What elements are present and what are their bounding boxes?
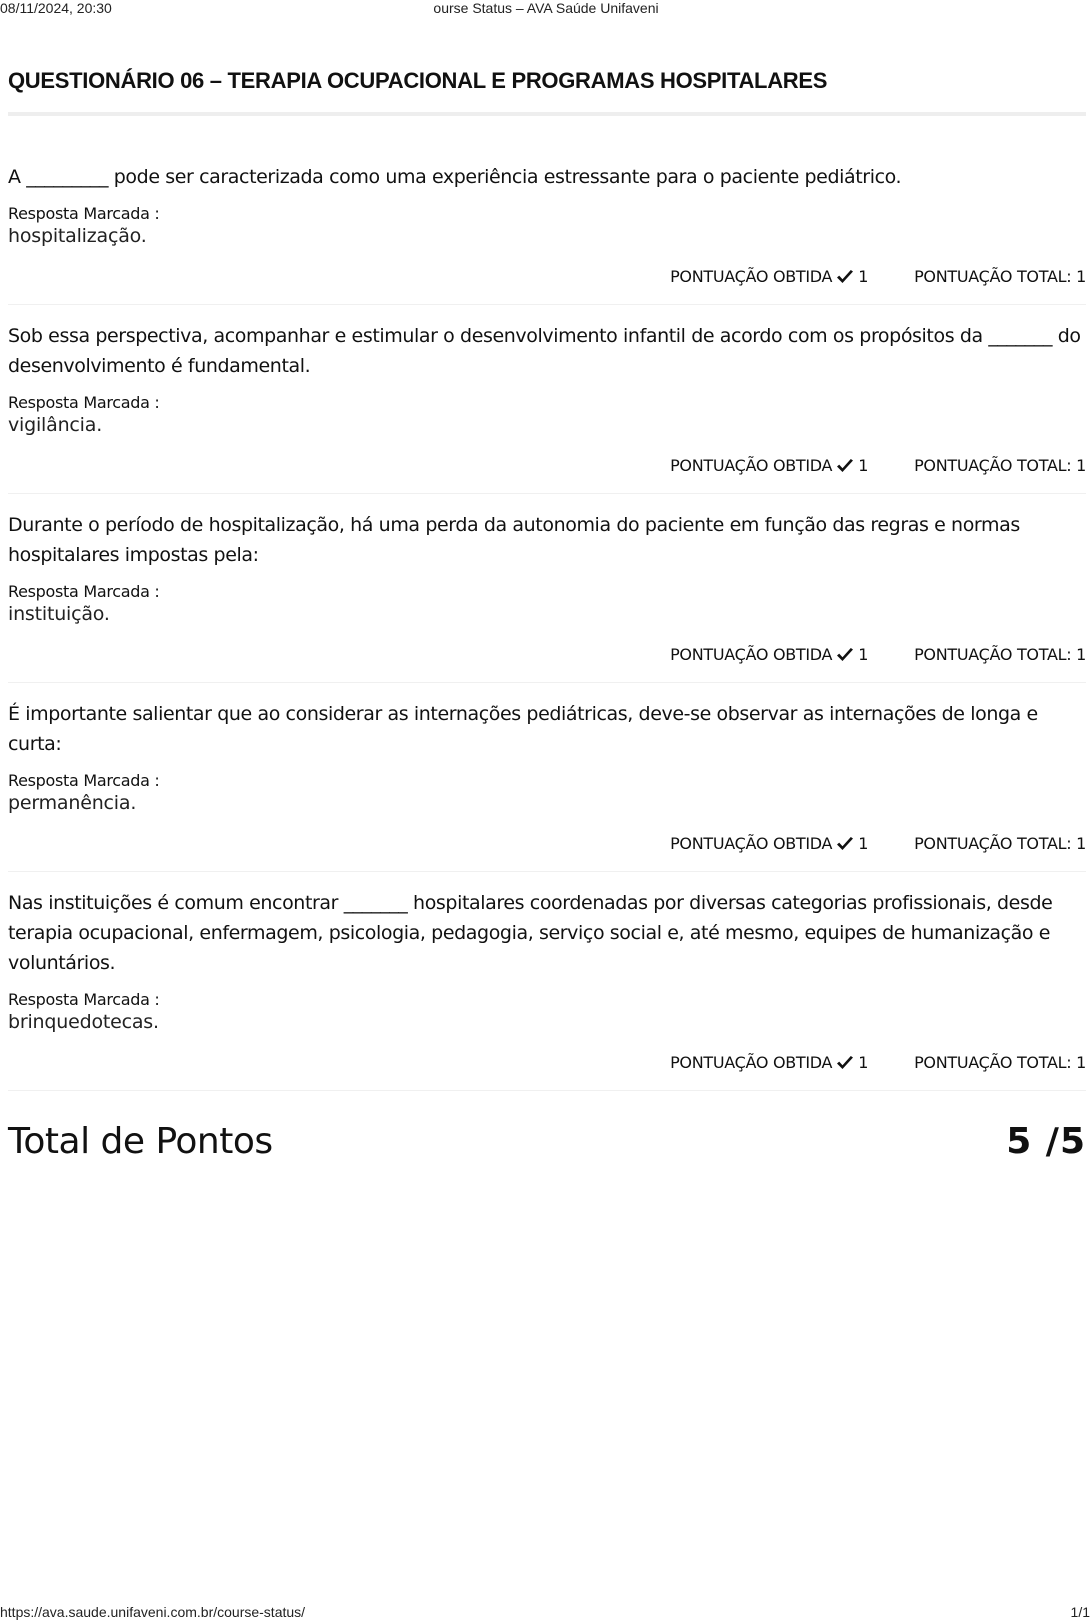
answer-label: Resposta Marcada : — [8, 990, 160, 1009]
score-total — [914, 645, 1086, 664]
check-icon — [836, 1055, 854, 1071]
question-text: A _________ pode ser caracterizada como uma experiência estressante para o paciente pediátrico. — [8, 166, 902, 188]
print-page-title: ourse Status – AVA Saúde Unifaveni — [433, 0, 659, 16]
score-obtained-label: PONTUAÇÃO OBTIDA — [670, 267, 833, 286]
check-icon — [836, 647, 854, 663]
score-total-label: PONTUAÇÃO TOTAL: — [914, 456, 1072, 475]
score-row — [8, 834, 1086, 871]
score-obtained-label: PONTUAÇÃO OBTIDA — [670, 645, 833, 664]
check-icon — [836, 836, 854, 852]
print-url: https://ava.saude.unifaveni.com.br/course-status/ — [0, 1604, 306, 1620]
score-obtained-value: 1 — [858, 456, 869, 475]
print-header — [0, 0, 1092, 18]
score-obtained — [670, 834, 868, 853]
score-total-value: 1 — [1076, 834, 1086, 853]
score-row — [8, 1053, 1086, 1090]
score-obtained-label: PONTUAÇÃO OBTIDA — [670, 1053, 833, 1072]
marked-answer: hospitalização. — [8, 225, 147, 247]
score-total-value: 1 — [1076, 645, 1086, 664]
marked-answer: instituição. — [8, 603, 110, 625]
score-obtained-value: 1 — [858, 267, 869, 286]
question-item — [8, 494, 1086, 683]
score-total — [914, 267, 1086, 286]
question-text: Nas instituições é comum encontrar _______ hospitalares coordenadas por diversas categorias profissionais, desde terapia ocupacional, enfermagem, psicologia, pedagogia, serviço social e, até mesmo, equipes de humanização e voluntários. — [8, 892, 1053, 974]
score-obtained — [670, 1053, 868, 1072]
score-total — [914, 456, 1086, 475]
quiz-content — [8, 68, 1086, 1162]
score-obtained-label: PONTUAÇÃO OBTIDA — [670, 834, 833, 853]
score-obtained-value: 1 — [858, 834, 869, 853]
score-total — [914, 834, 1086, 853]
total-points-value: 5 /5 — [1006, 1121, 1086, 1162]
answer-label: Resposta Marcada : — [8, 204, 160, 223]
question-item — [8, 116, 1086, 305]
score-total-label: PONTUAÇÃO TOTAL: — [914, 834, 1072, 853]
question-text: É importante salientar que ao considerar as internações pediátricas, deve-se observar as internações de longa e curta: — [8, 703, 1038, 755]
question-item — [8, 683, 1086, 872]
question-item — [8, 305, 1086, 494]
answer-label: Resposta Marcada : — [8, 393, 160, 412]
score-total-label: PONTUAÇÃO TOTAL: — [914, 1053, 1072, 1072]
score-total-label: PONTUAÇÃO TOTAL: — [914, 645, 1072, 664]
print-footer — [0, 1604, 1092, 1622]
total-points-label: Total de Pontos — [8, 1121, 273, 1162]
marked-answer: brinquedotecas. — [8, 1011, 159, 1033]
answer-label: Resposta Marcada : — [8, 771, 160, 790]
score-obtained-value: 1 — [858, 645, 869, 664]
marked-answer: vigilância. — [8, 414, 103, 436]
score-obtained — [670, 456, 868, 475]
question-text: Durante o período de hospitalização, há uma perda da autonomia do paciente em função das regras e normas hospitalares impostas pela: — [8, 514, 1020, 566]
check-icon — [836, 458, 854, 474]
quiz-title: QUESTIONÁRIO 06 – TERAPIA OCUPACIONAL E PROGRAMAS HOSPITALARES — [8, 68, 1086, 116]
score-total — [914, 1053, 1086, 1072]
answer-label: Resposta Marcada : — [8, 582, 160, 601]
score-total-label: PONTUAÇÃO TOTAL: — [914, 267, 1072, 286]
print-page-number: 1/1 — [1070, 1604, 1090, 1620]
score-row — [8, 645, 1086, 682]
score-row — [8, 456, 1086, 493]
total-points-row — [8, 1121, 1086, 1162]
score-total-value: 1 — [1076, 1053, 1086, 1072]
score-obtained-value: 1 — [858, 1053, 869, 1072]
score-obtained — [670, 645, 868, 664]
question-text: Sob essa perspectiva, acompanhar e estimular o desenvolvimento infantil de acordo com os propósitos da _______ do desenvolvimento é fundamental. — [8, 325, 1081, 377]
print-datetime: 08/11/2024, 20:30 — [0, 0, 112, 16]
score-total-value: 1 — [1076, 267, 1086, 286]
check-icon — [836, 269, 854, 285]
score-total-value: 1 — [1076, 456, 1086, 475]
score-row — [8, 267, 1086, 304]
marked-answer: permanência. — [8, 792, 137, 814]
score-obtained-label: PONTUAÇÃO OBTIDA — [670, 456, 833, 475]
question-item — [8, 872, 1086, 1091]
score-obtained — [670, 267, 868, 286]
